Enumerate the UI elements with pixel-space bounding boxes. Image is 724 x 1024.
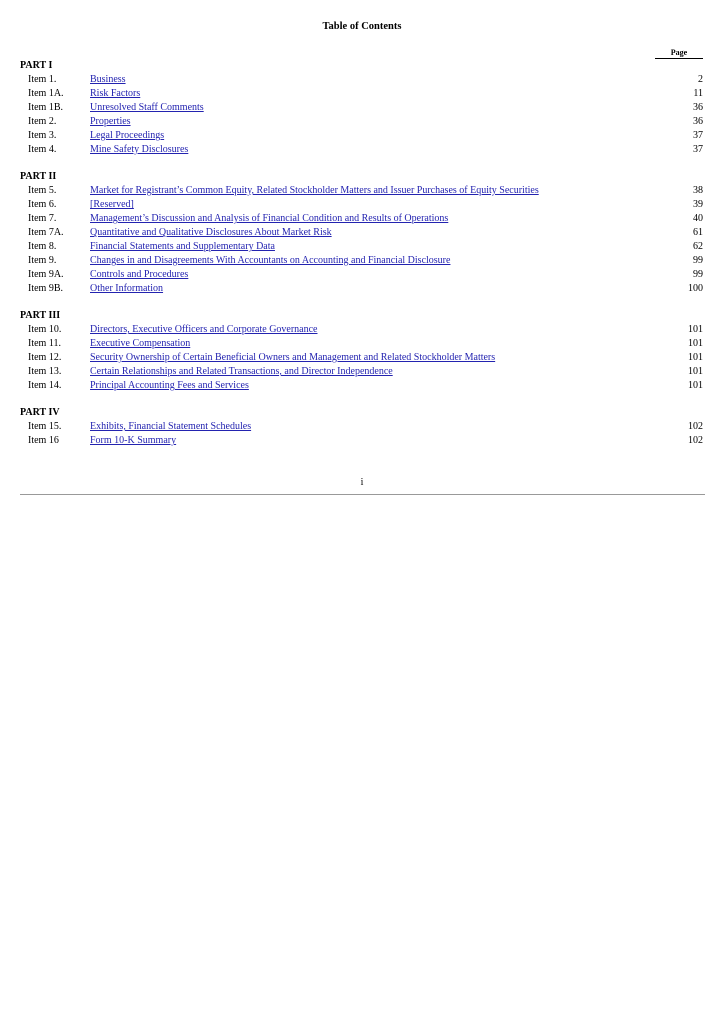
toc-link[interactable]: Security Ownership of Certain Beneficial Owners and Management and Related Stockholder Matters (90, 352, 496, 363)
toc-link[interactable]: Risk Factors (90, 88, 141, 99)
page-number: 99 (693, 269, 703, 280)
toc-row (20, 129, 704, 143)
part-title: PART III (20, 310, 61, 321)
part-title: PART IV (20, 407, 60, 418)
toc-link[interactable]: Executive Compensation (90, 338, 191, 349)
page-number: 100 (688, 283, 703, 294)
toc-link[interactable]: Certain Relationships and Related Transactions, and Director Independence (90, 366, 393, 377)
toc-link[interactable]: Business (90, 74, 126, 85)
item-number: Item 1A. (28, 88, 64, 99)
toc-link[interactable]: Changes in and Disagreements With Accountants on Accounting and Financial Disclosure (90, 255, 451, 266)
footer-page-number: i (360, 477, 364, 488)
item-number: Item 1. (28, 74, 57, 85)
toc-part (20, 59, 704, 157)
toc-row (20, 434, 704, 448)
page-number: 102 (688, 421, 703, 432)
toc-row (20, 184, 704, 198)
page-number: 101 (688, 366, 703, 377)
page-number: 99 (693, 255, 703, 266)
toc-row (20, 379, 704, 393)
item-number: Item 9. (28, 255, 57, 266)
toc-part (20, 170, 704, 296)
toc-part (20, 406, 704, 448)
toc-row (20, 73, 704, 87)
toc-row (20, 420, 704, 434)
page-number: 61 (693, 227, 703, 238)
item-number: Item 5. (28, 185, 57, 196)
table-of-contents (20, 59, 704, 461)
item-number: Item 3. (28, 130, 57, 141)
toc-link[interactable]: Legal Proceedings (90, 130, 165, 141)
item-number: Item 9A. (28, 269, 64, 280)
toc-link[interactable]: Management’s Discussion and Analysis of Financial Condition and Results of Operations (90, 213, 449, 224)
item-number: Item 4. (28, 144, 57, 155)
part-title: PART I (20, 60, 53, 71)
page-number: 101 (688, 380, 703, 391)
item-number: Item 6. (28, 199, 57, 210)
item-number: Item 1B. (28, 102, 63, 113)
page-title: Table of Contents (322, 21, 402, 32)
toc-row (20, 323, 704, 337)
item-number: Item 13. (28, 366, 62, 377)
toc-link[interactable]: Other Information (90, 283, 164, 294)
toc-link[interactable]: Properties (90, 116, 131, 127)
page-number: 36 (693, 102, 703, 113)
part-title: PART II (20, 171, 57, 182)
page-number: 11 (693, 88, 703, 99)
toc-link[interactable]: Quantitative and Qualitative Disclosures About Market Risk (90, 227, 332, 238)
toc-row (20, 254, 704, 268)
page-divider (20, 494, 705, 495)
item-number: Item 12. (28, 352, 62, 363)
toc-row (20, 268, 704, 282)
toc-row (20, 351, 704, 365)
item-number: Item 11. (28, 338, 61, 349)
page-number: 39 (693, 199, 703, 210)
toc-link[interactable]: Unresolved Staff Comments (90, 102, 204, 113)
page-number: 36 (693, 116, 703, 127)
toc-link[interactable]: Form 10-K Summary (90, 435, 177, 446)
toc-row (20, 226, 704, 240)
toc-row (20, 282, 704, 296)
toc-row (20, 143, 704, 157)
item-number: Item 2. (28, 116, 57, 127)
toc-row (20, 87, 704, 101)
toc-part (20, 309, 704, 393)
item-number: Item 7. (28, 213, 57, 224)
toc-link[interactable]: [Reserved] (90, 199, 134, 210)
page-number: 101 (688, 324, 703, 335)
item-number: Item 9B. (28, 283, 63, 294)
item-number: Item 7A. (28, 227, 64, 238)
page-number: 37 (693, 130, 703, 141)
page-number: 101 (688, 352, 703, 363)
toc-row (20, 337, 704, 351)
toc-link[interactable]: Financial Statements and Supplementary Data (90, 241, 275, 252)
toc-row (20, 365, 704, 379)
toc-link[interactable]: Principal Accounting Fees and Services (90, 380, 249, 391)
item-number: Item 10. (28, 324, 62, 335)
item-number: Item 8. (28, 241, 57, 252)
toc-row (20, 101, 704, 115)
toc-row (20, 240, 704, 254)
page-column-header: Page (655, 47, 703, 59)
toc-link[interactable]: Exhibits, Financial Statement Schedules (90, 421, 252, 432)
toc-row (20, 198, 704, 212)
page-number: 38 (693, 185, 703, 196)
item-number: Item 16 (28, 435, 59, 446)
toc-link[interactable]: Directors, Executive Officers and Corporate Governance (90, 324, 318, 335)
toc-link[interactable]: Market for Registrant’s Common Equity, Related Stockholder Matters and Issuer Purchases of Equity Securities (90, 185, 539, 196)
toc-row (20, 212, 704, 226)
toc-row (20, 115, 704, 129)
toc-link[interactable]: Mine Safety Disclosures (90, 144, 189, 155)
item-number: Item 15. (28, 421, 62, 432)
page-number: 37 (693, 144, 703, 155)
toc-link[interactable]: Controls and Procedures (90, 269, 189, 280)
item-number: Item 14. (28, 380, 62, 391)
page-number: 2 (698, 74, 703, 85)
page-number: 101 (688, 338, 703, 349)
page-number: 62 (693, 241, 703, 252)
page-number: 40 (693, 213, 703, 224)
page-number: 102 (688, 435, 703, 446)
